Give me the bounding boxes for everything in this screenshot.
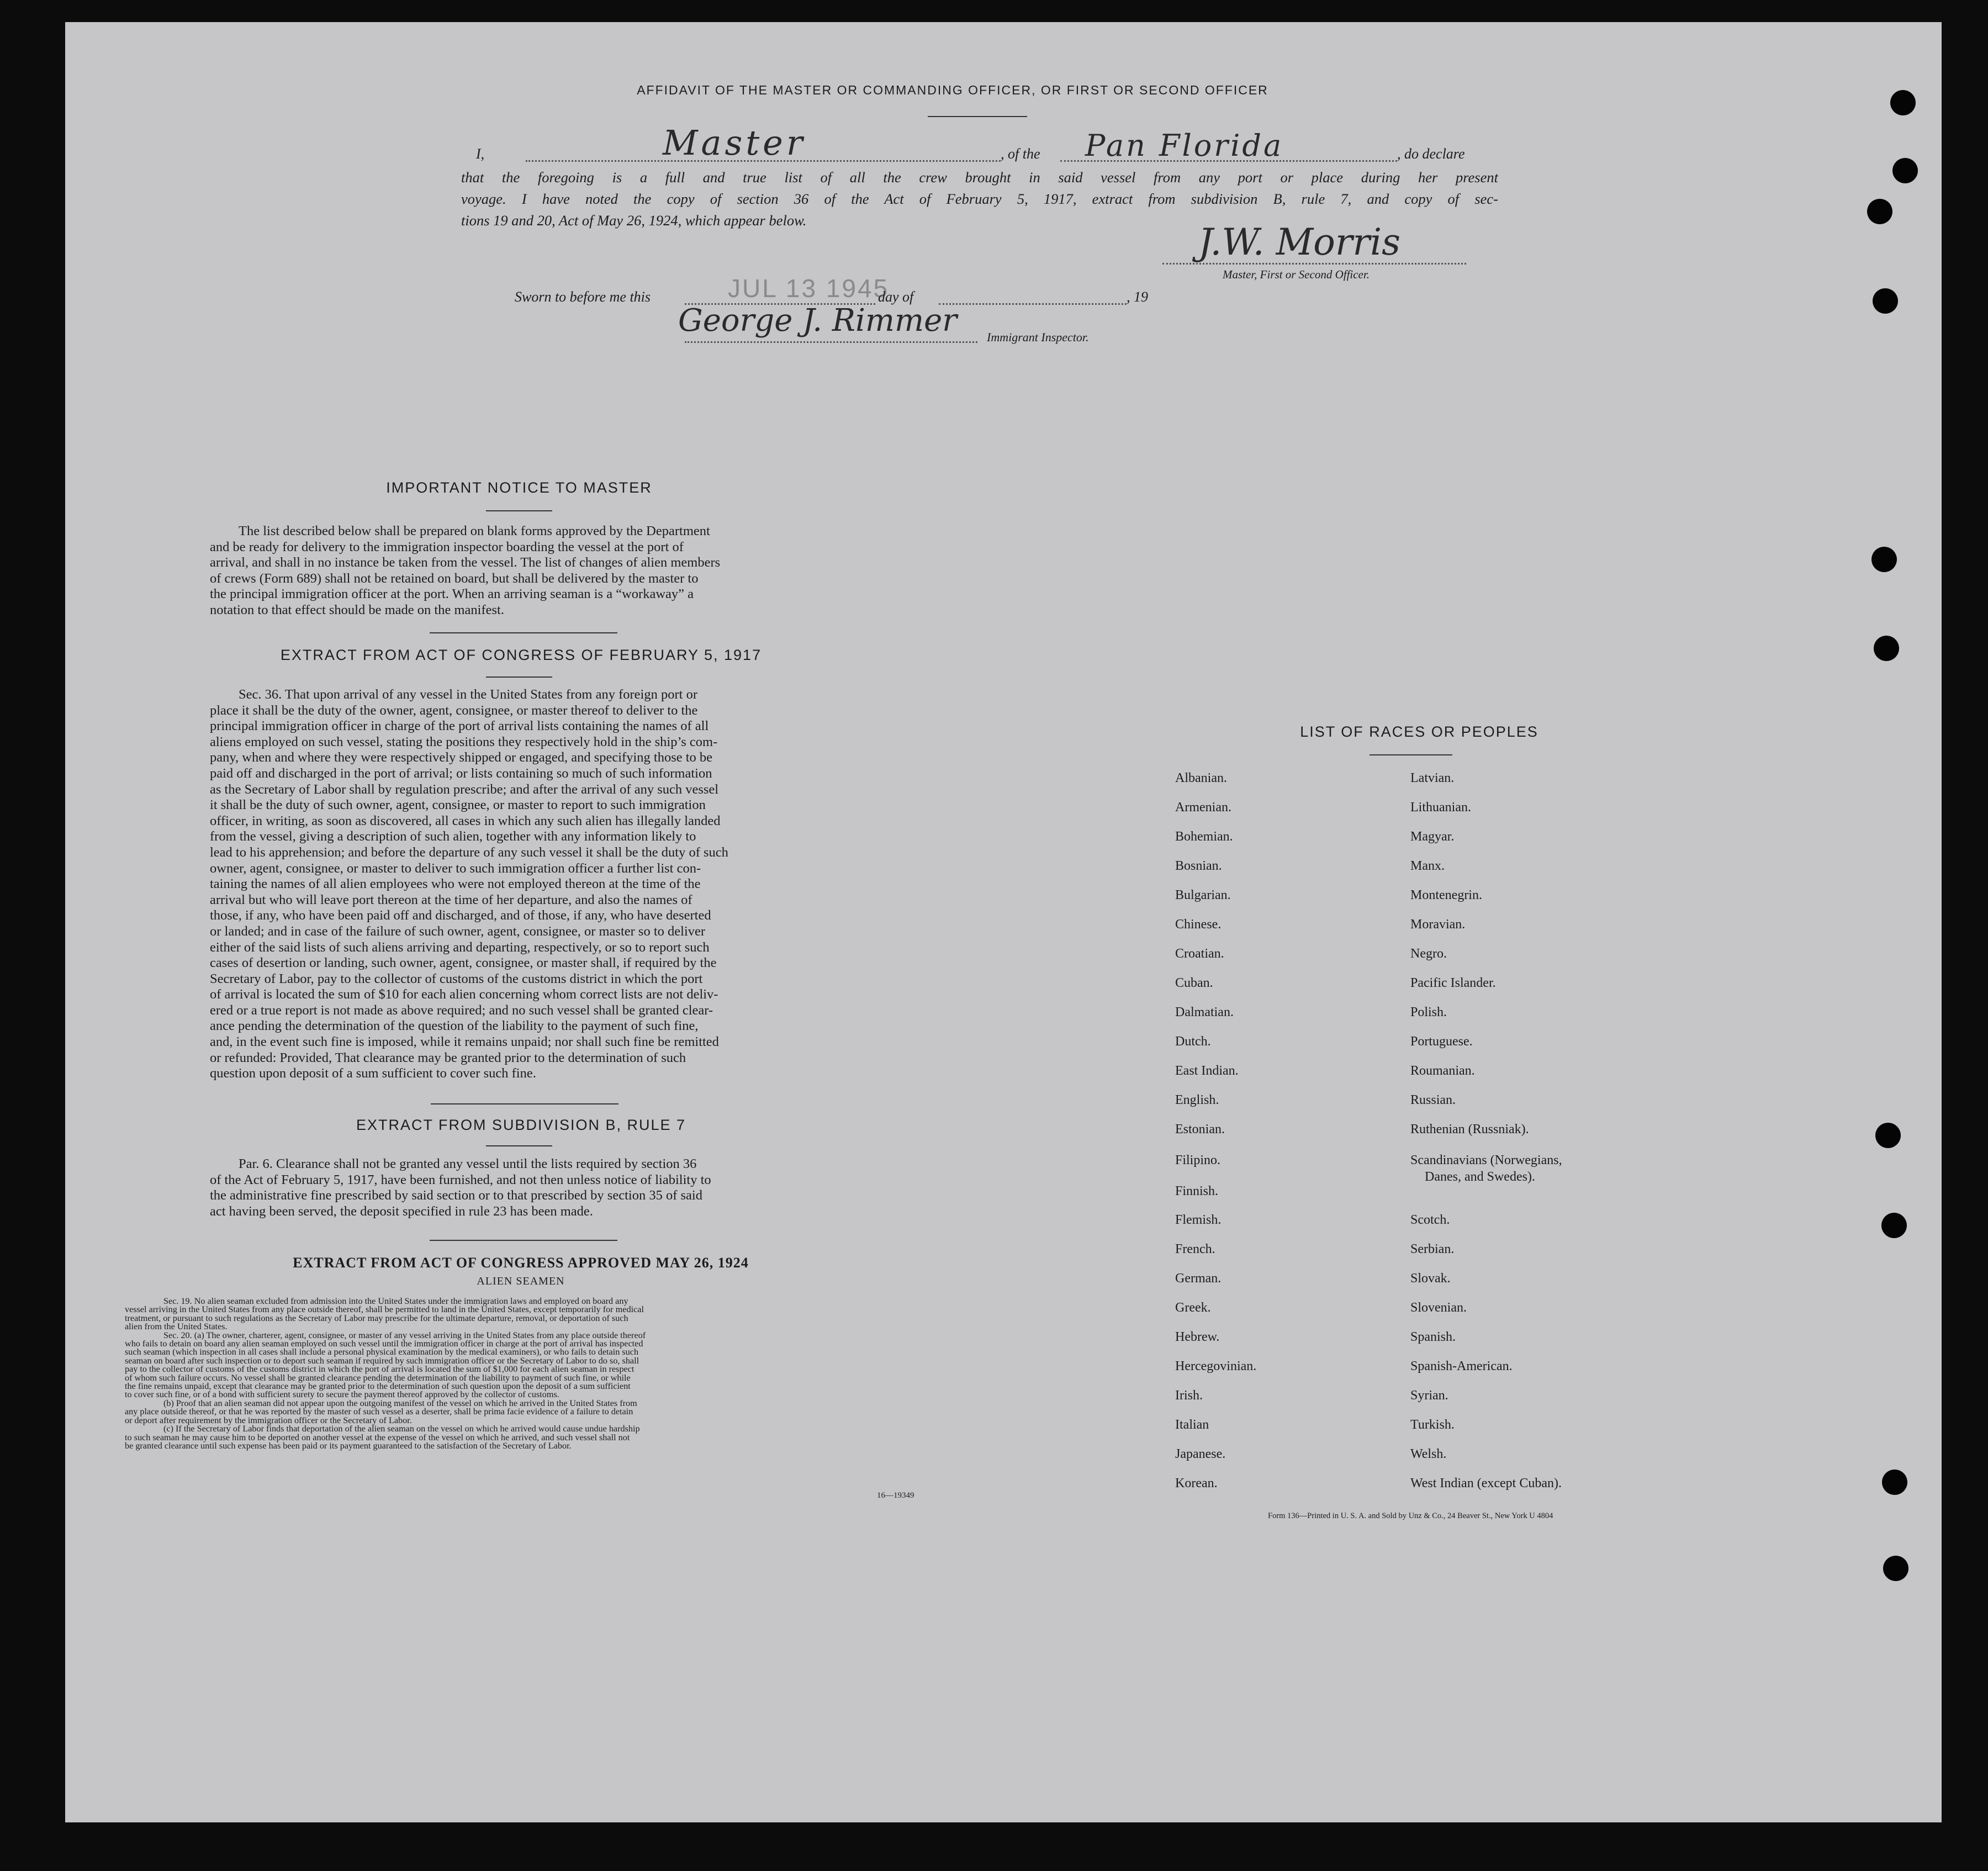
sec36-line: paid off and discharged in the port of arrival; or lists containing so much of such information [210,765,712,781]
race-item: Greek. [1175,1301,1211,1315]
sec20-line: or deport after requirement by the immigration officer or the Secretary of Labor. [125,1415,412,1425]
inspector-signature: George J. Rimmer [678,303,958,339]
inspector-signature-line [685,341,977,343]
sec36-line: cases of desertion or landing, such owner, agent, consignee, or master shall, if required by the [210,955,717,971]
sec36-line: principal immigration officer in charge of the port of arrival lists containing the names of all [210,718,709,734]
race-item: Slovenian. [1410,1301,1467,1315]
race-item: Montenegrin. [1410,888,1482,902]
race-item: Negro. [1410,947,1447,961]
race-item: Croatian. [1175,947,1224,961]
sec20-line: the fine remains unpaid, except that clearance may be granted prior to the determination of such question upon the deposit of a sum sufficient [125,1381,631,1392]
sec19-line: alien from the United States. [125,1322,228,1332]
race-item: Dutch. [1175,1034,1211,1049]
race-item: German. [1175,1271,1222,1286]
year-label: , 19 [1127,289,1148,305]
race-item: Moravian. [1410,917,1466,932]
race-item: Slovak. [1410,1271,1451,1286]
i-label: I, [476,146,485,162]
sec20-line: such seaman (which inspection in all cases shall include a personal physical examination by the medical examiners), or who fails to detain such [125,1347,639,1357]
sec36-line: pany, when and where they were respectively shipped or engaged, and specifying those to be [210,750,713,765]
race-item: East Indian. [1175,1064,1239,1078]
binder-hole [1882,1470,1907,1495]
sec20-line: of whom such failure occurs. No vessel shall be granted clearance pending the determination of the liability to payment of such fine, or while [125,1372,631,1383]
officer-caption: Master, First or Second Officer. [1223,268,1370,281]
binder-hole [1871,547,1897,572]
binder-hole [1875,1123,1901,1148]
sec36-line: either of the said lists of such aliens arriving and departing, respectively, or so to report such [210,939,710,955]
date-stamp: JUL 13 1945 [728,274,890,303]
race-item: Hebrew. [1175,1330,1220,1344]
statement-line: that the foregoing is a full and true list of all the crew brought in said vessel from any port or place during her present [461,169,1498,186]
sec36-line: of arrival is located the sum of $10 for each alien concerning whom correct lists are not deliv- [210,987,718,1002]
race-item: Turkish. [1410,1418,1455,1432]
race-item: Manx. [1410,859,1445,873]
race-item: Hercegovinian. [1175,1359,1257,1373]
race-item: Spanish-American. [1410,1359,1513,1373]
race-item: Russian. [1410,1093,1456,1107]
race-item: Finnish. [1175,1184,1219,1198]
race-item: Syrian. [1410,1388,1448,1403]
sec36-line: from the vessel, giving a description of such alien, together with any information likely to [210,829,696,844]
divider [928,116,1027,117]
races-title: LIST OF RACES OR PEOPLES [1300,723,1538,740]
sec36-line: and, in the event such fine is imposed, while it remains unpaid; nor shall such fine be remitted [210,1034,719,1050]
race-item: Polish. [1410,1005,1447,1019]
sec36-line: those, if any, who have been paid off and discharged, and of those, if any, who have deserted [210,908,711,923]
extract-1924-title: EXTRACT FROM ACT OF CONGRESS APPROVED MAY 26, 1924 [293,1255,749,1271]
sec20-line: any place outside thereof, or that he was reported by the master of such vessel as a deserter, shall be prima facie evidence of a failure to detain [125,1407,633,1417]
race-item: Portuguese. [1410,1034,1473,1049]
sworn-label: Sworn to before me this [515,289,651,305]
divider [430,1240,617,1241]
binder-hole [1881,1213,1907,1238]
notice-line: The list described below shall be prepared on blank forms approved by the Department [239,524,710,538]
race-item: Korean. [1175,1476,1218,1491]
divider [1370,754,1452,755]
race-item: Spanish. [1410,1330,1456,1344]
do-declare-label: , do declare [1397,146,1465,162]
race-item: Armenian. [1175,800,1231,815]
affidavit-title: AFFIDAVIT OF THE MASTER OR COMMANDING OFFICER, OR FIRST OR SECOND OFFICER [637,83,1268,97]
sec20-line: (b) Proof that an alien seaman did not appear upon the outgoing manifest of the vessel on which he arrived in the United States from [163,1398,637,1408]
sec19-line: treatment, or pursuant to such regulations as the Secretary of Labor may prescribe for the ultimate departure, removal, or deportation of such [125,1313,628,1323]
officer-signature: J.W. Morris [1198,221,1400,263]
sec19-line: vessel arriving in the United States from any place outside thereof, shall be permitted to land in the United States, except temporarily for medical [125,1304,644,1315]
binder-hole [1892,158,1918,183]
race-item: Scotch. [1410,1213,1450,1227]
sec36-line: Sec. 36. That upon arrival of any vessel in the United States from any foreign port or [239,687,697,702]
sec36-line: or refunded: Provided, That clearance may be granted prior to the determination of such [210,1050,686,1065]
race-item: Japanese. [1175,1447,1226,1461]
notice-line: of crews (Form 689) shall not be retained on board, but shall be delivered by the master to [210,570,699,586]
sec20-line: who fails to detain on board any alien seaman employed on such vessel until the immigration officer in charge at the port of arrival has inspected [125,1339,643,1349]
sec19-line: Sec. 19. No alien seaman excluded from admission into the United States under the immigration laws and employed on board any [163,1296,628,1306]
sec36-line: owner, agent, consignee, or master to deliver to such immigration officer a further list con- [210,860,701,876]
day-of-label: day of [878,289,914,305]
par6-line: act having been served, the deposit specified in rule 23 has been made. [210,1203,593,1219]
divider [486,1145,552,1146]
sec36-line: ered or a true report is not made as above required; and no such vessel shall be granted clear- [210,1002,713,1018]
divider [431,1103,618,1104]
subdivision-b-title: EXTRACT FROM SUBDIVISION B, RULE 7 [356,1117,686,1133]
sec36-line: Secretary of Labor, pay to the collector of customs of the customs district in which the port [210,971,703,986]
binder-hole [1873,288,1898,314]
sec36-line: as the Secretary of Labor shall by regulation prescribe; and after the arrival of any such vessel [210,781,719,797]
race-item: Filipino. [1175,1153,1221,1167]
sec20-line: to cover such fine, or of a bond with sufficient surety to secure the payment thereof approved by the collector of customs. [125,1389,559,1400]
statement-line: tions 19 and 20, Act of May 26, 1924, which appear below. [461,212,807,229]
race-item: Italian [1175,1418,1209,1432]
vessel-handwritten: Pan Florida [1085,128,1284,163]
par6-line: of the Act of February 5, 1917, have been furnished, and not then unless notice of liability to [210,1172,711,1187]
race-item: Ruthenian (Russniak). [1410,1122,1529,1137]
par6-line: Par. 6. Clearance shall not be granted any vessel until the lists required by section 36 [239,1156,697,1171]
notice-title: IMPORTANT NOTICE TO MASTER [386,479,652,496]
race-item: Pacific Islander. [1410,976,1496,990]
race-item: Bosnian. [1175,859,1222,873]
statement-line: voyage. I have noted the copy of section 36 of the Act of February 5, 1917, extract from subdivision B, rule 7, and copy of sec- [461,191,1498,207]
form-print-line: Form 136—Printed in U. S. A. and Sold by Unz & Co., 24 Beaver St., New York U 4804 [1268,1511,1553,1520]
inspector-caption: Immigrant Inspector. [987,330,1089,344]
binder-hole [1883,1556,1908,1581]
race-item: Bohemian. [1175,829,1233,844]
race-item: French. [1175,1242,1215,1256]
race-item: Magyar. [1410,829,1455,844]
divider [430,632,617,633]
sec20-line: be granted clearance until such expense has been paid or its payment guaranteed to the satisfaction of the Secretary of Labor. [125,1440,572,1451]
month-line [939,303,1127,305]
race-item: Danes, and Swedes). [1425,1170,1535,1184]
divider [486,676,552,678]
race-item: Bulgarian. [1175,888,1231,902]
race-item: Roumanian. [1410,1064,1475,1078]
sec36-line: arrival but who will leave port thereon at the time of her departure, and also the names of [210,892,692,907]
sec36-line: place it shall be the duty of the owner, agent, consignee, or master thereof to deliver to the [210,702,698,718]
sec36-line: or landed; and in case of the failure of such owner, agent, consignee, or master so to deliver [210,923,706,939]
race-item: Albanian. [1175,771,1227,785]
sec36-line: officer, in writing, as soon as discovered, all cases in which any such alien has illegally landed [210,813,721,828]
sec36-line: lead to his apprehension; and before the departure of any such vessel it shall be the duty of such [210,844,728,860]
race-item: West Indian (except Cuban). [1410,1476,1562,1491]
race-item: Lithuanian. [1410,800,1471,815]
sec36-line: taining the names of all alien employees who were not employed thereon at the time of the [210,876,701,892]
binder-hole [1874,636,1899,661]
notice-line: notation to that effect should be made on the manifest. [210,602,504,617]
notice-line: arrival, and shall in no instance be taken from the vessel. The list of changes of alien members [210,555,721,570]
race-item: Welsh. [1410,1447,1447,1461]
sec36-line: question upon deposit of a sum sufficient to cover such fine. [210,1066,536,1081]
extract-1917-title: EXTRACT FROM ACT OF CONGRESS OF FEBRUARY 5, 1917 [280,647,762,663]
race-item: Serbian. [1410,1242,1455,1256]
binder-hole [1890,90,1916,115]
rank-handwritten: Master [663,123,806,163]
sec20-line: (c) If the Secretary of Labor finds that deportation of the alien seaman on the vessel on which he arrived would cause undue hardship [163,1424,640,1434]
officer-signature-line [1162,263,1466,265]
race-item: Dalmatian. [1175,1005,1234,1019]
race-item: Irish. [1175,1388,1203,1403]
race-item: Cuban. [1175,976,1213,990]
sec36-line: it shall be the duty of such owner, agent, consignee, or master to report to such immigration [210,797,706,813]
notice-line: the principal immigration officer at the port. When an arriving seaman is a “workaway” a [210,586,694,602]
extract-1924-subtitle: ALIEN SEAMEN [477,1275,565,1287]
race-item: Scandinavians (Norwegians, [1410,1153,1562,1167]
race-item: English. [1175,1093,1219,1107]
notice-line: and be ready for delivery to the immigration inspector boarding the vessel at the port of [210,539,684,554]
print-code: 16—19349 [877,1491,914,1500]
divider [486,510,552,511]
sec36-line: aliens employed on such vessel, stating the positions they respectively hold in the ship’s com- [210,734,718,749]
sec20-line: pay to the collector of customs of the customs district in which the port of arrival is located the sum of $1,000 for each alien seaman in respect [125,1364,635,1375]
sec20-line: Sec. 20. (a) The owner, charterer, agent, consignee, or master of any vessel arriving in the United States from any place outside thereof [163,1330,646,1340]
race-item: Flemish. [1175,1213,1222,1227]
binder-hole [1867,199,1892,224]
race-item: Estonian. [1175,1122,1225,1137]
race-item: Chinese. [1175,917,1222,932]
sec20-line: to such seaman he may cause him to be deported on another vessel at the expense of the vessel on which he arrived, and such vessel shall not [125,1432,630,1442]
sec20-line: seaman on board after such inspection or to deport such seaman if required by such immigration officer or the Secretary of Labor to do so, shall [125,1355,639,1366]
par6-line: the administrative fine prescribed by said section or to that prescribed by section 35 of said [210,1188,702,1203]
race-item: Latvian. [1410,771,1455,785]
sec36-line: ance pending the determination of the question of the liability to the payment of such fine, [210,1018,699,1034]
of-the-label: , of the [1001,146,1040,162]
